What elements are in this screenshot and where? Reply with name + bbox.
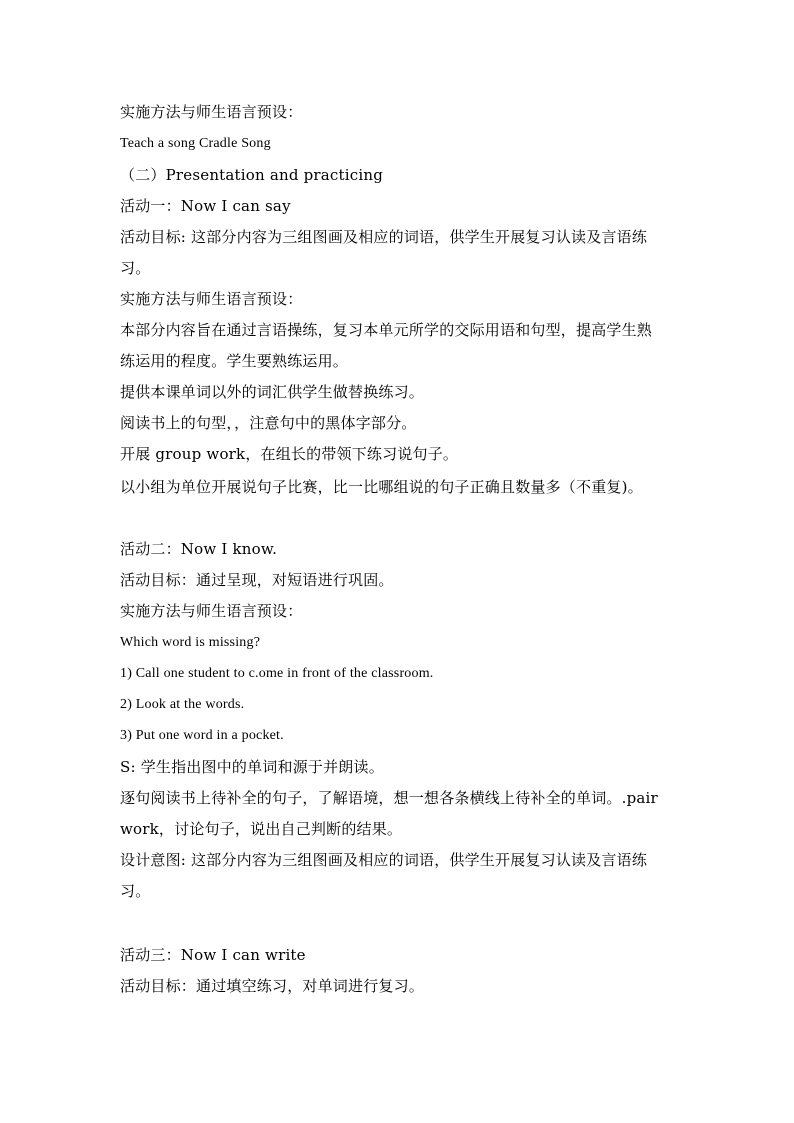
- activity-three-heading: 活动三：Now I can write: [120, 946, 306, 964]
- activity-one-methods-text: 本部分内容旨在通过言语操练，复习本单元所学的交际用语和句型，提高学生熟: [120, 321, 653, 339]
- activity-two-step-3: 3) Put one word in a pocket.: [120, 728, 284, 743]
- activity-two-heading: 活动二：Now I know.: [120, 540, 278, 558]
- activity-two-step-1: 1) Call one student to c.ome in front of the classroom.: [120, 666, 434, 681]
- activity-two-student-note: S: 学生指出图中的单词和源于并朗读。: [120, 758, 384, 776]
- activity-one-goal-cont: 习。: [120, 259, 151, 277]
- section-heading-presentation: （二）Presentation and practicing: [120, 166, 384, 184]
- song-title-line: Teach a song Cradle Song: [120, 136, 271, 151]
- activity-two-design-intent-cont: 习。: [120, 882, 151, 900]
- section-heading-methods: 实施方法与师生语言预设：: [120, 103, 303, 121]
- activity-two-reading-task: 逐句阅读书上待补全的句子，了解语境，想一想各条横线上待补全的单词。.pair: [120, 789, 658, 807]
- activity-one-methods-text-cont: 练运用的程度。学生要熟练运用。: [120, 352, 349, 370]
- activity-one-heading: 活动一：Now I can say: [120, 197, 291, 215]
- activity-one-step-contest: 以小组为单位开展说句子比赛，比一比哪组说的句子正确且数量多（不重复)。: [120, 478, 643, 496]
- activity-one-step-read: 阅读书上的句型，，注意句中的黑体字部分。: [120, 414, 417, 432]
- activity-two-question: Which word is missing?: [120, 635, 261, 650]
- activity-three-goal: 活动目标：通过填空练习，对单词进行复习。: [120, 977, 425, 995]
- activity-two-methods-heading: 实施方法与师生语言预设：: [120, 602, 303, 620]
- activity-two-goal: 活动目标：通过呈现，对短语进行巩固。: [120, 571, 394, 589]
- activity-two-step-2: 2) Look at the words.: [120, 697, 245, 712]
- activity-two-design-intent: 设计意图: 这部分内容为三组图画及相应的词语，供学生开展复习认读及言语练: [120, 851, 648, 869]
- activity-one-step-groupwork: 开展 group work，在组长的带领下练习说句子。: [120, 445, 459, 463]
- activity-one-goal: 活动目标: 这部分内容为三组图画及相应的词语，供学生开展复习认读及言语练: [120, 228, 648, 246]
- activity-two-reading-task-cont: work，讨论句子，说出自己判断的结果。: [120, 820, 403, 838]
- activity-one-methods-heading: 实施方法与师生语言预设：: [120, 290, 303, 308]
- activity-one-step-vocab: 提供本课单词以外的词汇供学生做替换练习。: [120, 383, 425, 401]
